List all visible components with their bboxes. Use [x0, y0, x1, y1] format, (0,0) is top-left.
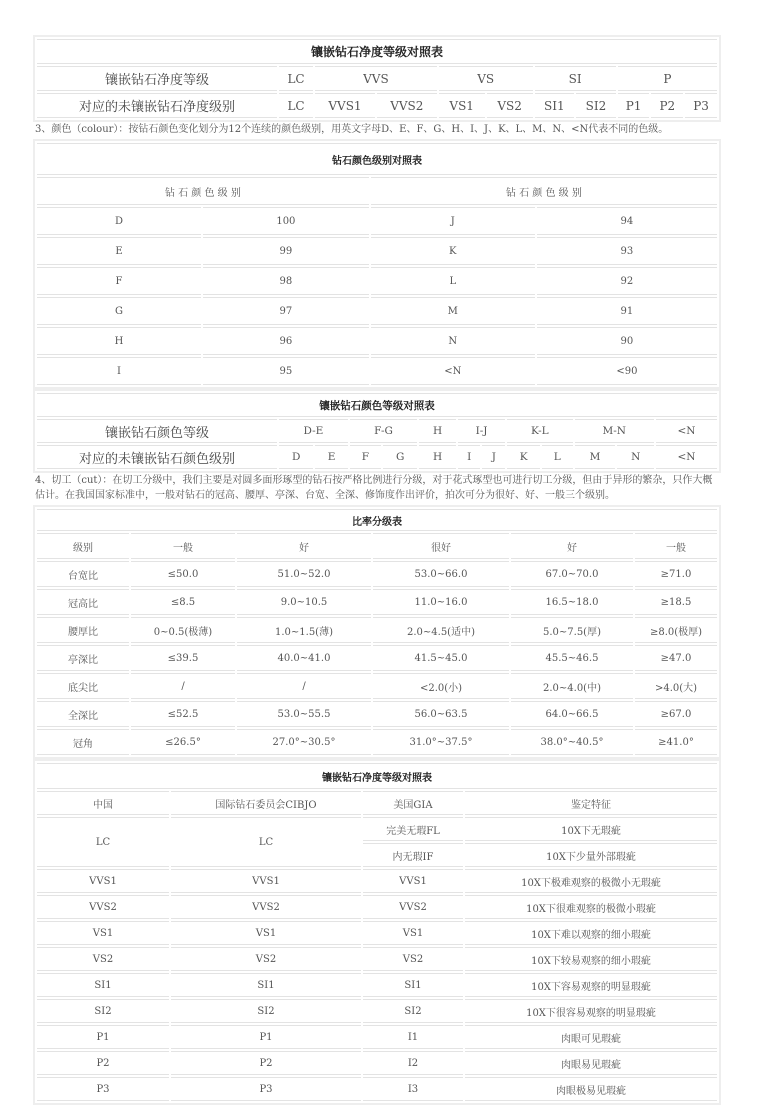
table-row: 底尖比 / / <2.0(小) 2.0~4.0(中) >4.0(大): [37, 673, 717, 699]
table-row: 冠角 ≤26.5° 27.0°~30.5° 31.0°~37.5° 38.0°~40.5° ≥41.0°: [37, 729, 717, 755]
table-row: P1 P1 I1 肉眼可见瑕疵: [37, 1025, 717, 1049]
table-row: F 98 L 92: [37, 267, 717, 295]
color-table: [33, 139, 721, 389]
table-row: P3 P3 I3 肉眼极易见瑕疵: [37, 1077, 717, 1101]
set-color-table: [33, 389, 721, 473]
table-row: VVS2 VVS2 VVS2 10X下很难观察的极微小瑕疵: [37, 895, 717, 919]
table-row: SI1 SI1 SI1 10X下容易观察的明显瑕疵: [37, 973, 717, 997]
clarity-table: [33, 35, 721, 122]
table-row: VS2 VS2 VS2 10X下较易观察的细小瑕疵: [37, 947, 717, 971]
table-row: 亭深比 ≤39.5 40.0~41.0 41.5~45.0 45.5~46.5 ≥47.0: [37, 645, 717, 671]
ratio-table: [33, 505, 721, 759]
table-title: 镶嵌钻石颜色等级对照表: [37, 393, 717, 417]
table-row: 对应的未镶嵌钻石颜色级别 D E F G H I J K L M N <N: [37, 445, 717, 469]
table-row: 腰厚比 0~0.5(极薄) 1.0~1.5(薄) 2.0~4.5(适中) 5.0~7.5(厚) ≥8.0(极厚): [37, 617, 717, 643]
table-row: 冠高比 ≤8.5 9.0~10.5 11.0~16.0 16.5~18.0 ≥18.5: [37, 589, 717, 615]
table-title: 镶嵌钻石净度等级对照表: [37, 39, 717, 64]
table-row: D 100 J 94: [37, 207, 717, 235]
table-row: I 95 <N <90: [37, 357, 717, 385]
table-row: E 99 K 93: [37, 237, 717, 265]
table-row: 对应的未镶嵌钻石净度级别 LC VVS1 VVS2 VS1 VS2 SI1 SI2 P1 P2 P3: [37, 93, 717, 118]
grade-table: [33, 759, 721, 1105]
table-row: 内无瑕IF 10X下少量外部瑕疵: [37, 843, 717, 867]
table-row: G 97 M 91: [37, 297, 717, 325]
table-title: 钻石颜色级别对照表: [37, 143, 717, 175]
table-row: 镶嵌钻石颜色等级 D-E F-G H I-J K-L M-N <N: [37, 419, 717, 443]
table-row: 镶嵌钻石净度等级 LC VVS VS SI P: [37, 66, 717, 91]
table-row: P2 P2 I2 肉眼易见瑕疵: [37, 1051, 717, 1075]
table-header-row: 级别 一般 好 很好 好 一般: [37, 533, 717, 559]
table-header-row: 钻 石 颜 色 级 别 钻 石 颜 色 级 别: [37, 177, 717, 205]
table-title: 比率分级表: [37, 509, 717, 531]
table-row: VS1 VS1 VS1 10X下难以观察的细小瑕疵: [37, 921, 717, 945]
paragraph-color: 3、颜色（colour）：按钻石颜色变化划分为12个连续的颜色级别，用英文字母D、E、F、G、H、I、J、K、L、M、N、<N代表不同的色级。: [35, 124, 669, 135]
document-page: [33, 35, 721, 1105]
table-row: VVS1 VVS1 VVS1 10X下极难观察的极微小无瑕疵: [37, 869, 717, 893]
table-row: 全深比 ≤52.5 53.0~55.5 56.0~63.5 64.0~66.5 ≥67.0: [37, 701, 717, 727]
table-row: 台宽比 ≤50.0 51.0~52.0 53.0~66.0 67.0~70.0 ≥71.0: [37, 561, 717, 587]
table-title: 镶嵌钻石净度等级对照表: [37, 763, 717, 789]
paragraph-cut: 4、切工（cut）：在切工分级中，我们主要是对圆多面形琢型的钻石按严格比例进行分级，对于花式琢型也可进行切工分级，但由于异形的繁杂，只作大概估计。在我国国家标准中，一般对钻石的冠高、腰厚、亭深、台宽、全深、修饰度作出评价，拍次可分为很好、好、一般三个级别。: [35, 475, 713, 501]
table-row: SI2 SI2 SI2 10X下很容易观察的明显瑕疵: [37, 999, 717, 1023]
table-row: H 96 N 90: [37, 327, 717, 355]
table-row: LC LC 完美无瑕FL 10X下无瑕疵: [37, 817, 717, 841]
table-header-row: 中国 国际钻石委员会CIBJO 美国GIA 鉴定特征: [37, 791, 717, 815]
